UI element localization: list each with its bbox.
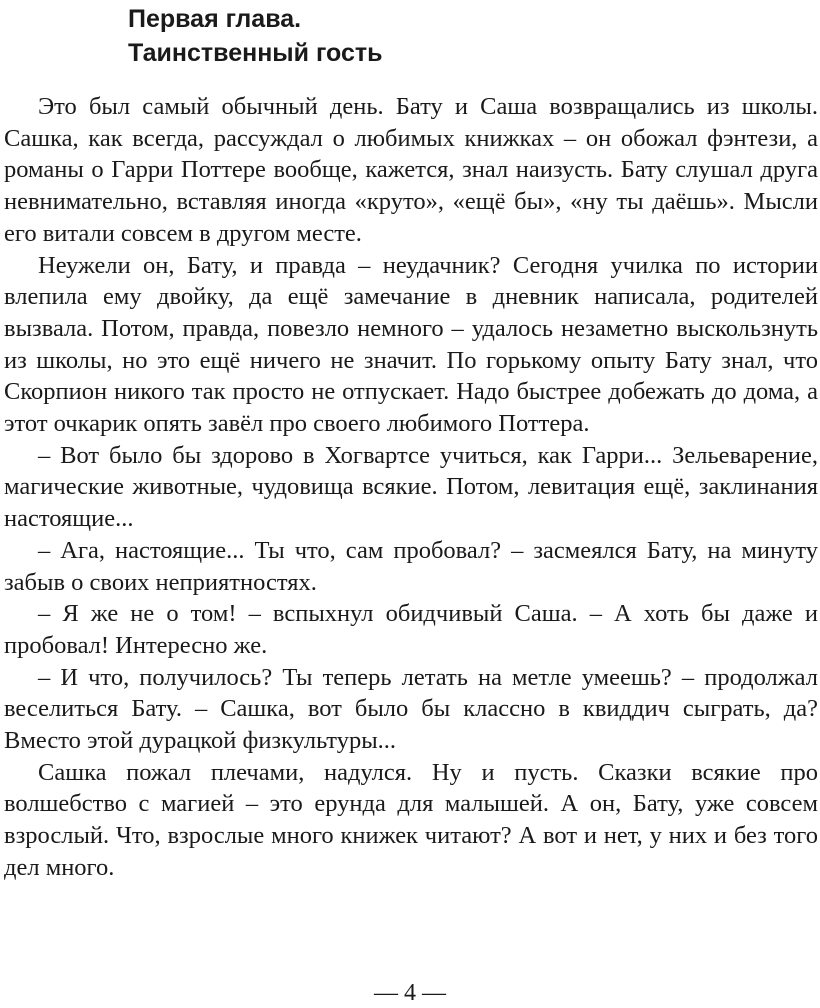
paragraph: – Ага, настоящие... Ты что, сам пробовал? – засмеялся Бату, на минуту забыв о своих неприятностях. bbox=[4, 536, 818, 596]
chapter-number: Первая глава. bbox=[128, 5, 302, 33]
chapter-title: Таинственный гость bbox=[128, 39, 383, 67]
page-number: — 4 — bbox=[374, 980, 446, 1006]
paragraph: – И что, получилось? Ты теперь летать на метле умеешь? – продолжал веселиться Бату. – Сашка, вот было бы классно в квиддич сыграть, да? Вместо этой дурацкой физкультуры... bbox=[4, 663, 818, 755]
paragraph: Неужели он, Бату, и правда – неудачник? Сегодня училка по истории влепила ему двойку, да ещё замечание в дневник написала, родителей вызвала. Потом, правда, повезло немного – удалось незаметно выскользнуть из школы, но это ещё ничего не значит. По горькому опыту Бату знал, что Скорпион никого так просто не отпускает. Надо быстрее добежать до дома, а этот очкарик опять завёл про своего любимого Поттера. bbox=[4, 251, 818, 438]
chapter-heading bbox=[128, 2, 383, 70]
paragraph: – Я же не о том! – вспыхнул обидчивый Саша. – А хоть бы даже и пробовал! Интересно же. bbox=[4, 600, 818, 659]
body-text bbox=[4, 91, 818, 884]
paragraph: Это был самый обычный день. Бату и Саша возвращались из школы. Сашка, как всегда, рассуждал о любимых книжках – он обожал фэнтези, а романы о Гарри Поттере вообще, кажется, знал наизусть. Бату слушал друга невнимательно, вставляя иногда «круто», «ещё бы», «ну ты даёшь». Мысли его витали совсем в другом месте. bbox=[4, 93, 818, 247]
paragraph: Сашка пожал плечами, надулся. Ну и пусть. Сказки всякие про волшебство с магией – это ерунда для малышей. А он, Бату, уже совсем взрослый. Что, взрослые много книжек читают? А вот и нет, у них и без того дел много. bbox=[4, 758, 818, 881]
paragraph: – Вот было бы здорово в Хогвартсе учиться, как Гарри... Зельеварение, магические животные, чудовища всякие. Потом, левитация ещё, заклинания настоящие... bbox=[4, 441, 818, 533]
